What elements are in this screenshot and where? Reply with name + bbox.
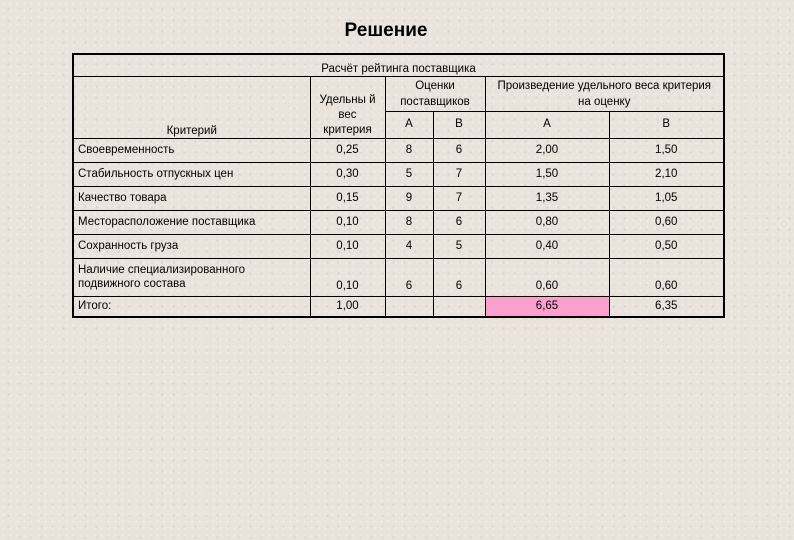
row-product-b: 2,10 <box>609 162 724 186</box>
total-product-a: 6,65 <box>485 296 609 317</box>
row-weight: 0,30 <box>310 162 385 186</box>
row-product-a: 0,60 <box>485 258 609 296</box>
table-row <box>73 162 724 186</box>
row-product-b: 0,60 <box>609 210 724 234</box>
row-score-a: 8 <box>385 210 433 234</box>
header-scores-group: Оценки поставщиков <box>385 76 485 111</box>
header-product-a: А <box>485 111 609 138</box>
row-score-a: 6 <box>385 258 433 296</box>
total-empty-b <box>433 296 485 317</box>
supplier-rating-table <box>72 53 725 318</box>
table-row <box>73 138 724 162</box>
row-criterion: Месторасположение поставщика <box>73 210 310 234</box>
row-weight: 0,10 <box>310 234 385 258</box>
total-row <box>73 296 724 317</box>
header-product-b: В <box>609 111 724 138</box>
table-row <box>73 210 724 234</box>
row-score-b: 7 <box>433 162 485 186</box>
row-criterion: Качество товара <box>73 186 310 210</box>
row-score-b: 6 <box>433 210 485 234</box>
row-product-b: 0,50 <box>609 234 724 258</box>
row-score-b: 6 <box>433 138 485 162</box>
row-score-a: 4 <box>385 234 433 258</box>
header-product-group: Произведение удельного веса критерия на оценку <box>485 76 724 111</box>
table-row <box>73 186 724 210</box>
row-criterion: Сохранность груза <box>73 234 310 258</box>
row-weight: 0,15 <box>310 186 385 210</box>
row-score-b: 5 <box>433 234 485 258</box>
header-supplier-b: В <box>433 111 485 138</box>
row-criterion: Стабильность отпускных цен <box>73 162 310 186</box>
row-score-b: 7 <box>433 186 485 210</box>
total-weight: 1,00 <box>310 296 385 317</box>
row-product-a: 2,00 <box>485 138 609 162</box>
row-score-b: 6 <box>433 258 485 296</box>
total-product-b: 6,35 <box>609 296 724 317</box>
row-weight: 0,25 <box>310 138 385 162</box>
row-product-a: 0,80 <box>485 210 609 234</box>
row-weight: 0,10 <box>310 210 385 234</box>
header-supplier-a: А <box>385 111 433 138</box>
row-weight: 0,10 <box>310 258 385 296</box>
row-criterion: Наличие специализированного подвижного состава <box>73 258 310 296</box>
header-weight: Удельны й вес критерия <box>310 76 385 138</box>
row-product-a: 1,35 <box>485 186 609 210</box>
row-product-a: 0,40 <box>485 234 609 258</box>
table-row <box>73 234 724 258</box>
row-criterion: Своевременность <box>73 138 310 162</box>
total-empty-a <box>385 296 433 317</box>
page-title: Решение <box>344 20 428 41</box>
table-row <box>73 258 724 296</box>
total-label: Итого: <box>73 296 310 317</box>
row-product-b: 0,60 <box>609 258 724 296</box>
row-score-a: 5 <box>385 162 433 186</box>
header-criterion: Критерий <box>73 76 310 138</box>
row-score-a: 8 <box>385 138 433 162</box>
row-product-b: 1,50 <box>609 138 724 162</box>
row-score-a: 9 <box>385 186 433 210</box>
table-caption: Расчёт рейтинга поставщика <box>73 54 724 76</box>
row-product-b: 1,05 <box>609 186 724 210</box>
row-product-a: 1,50 <box>485 162 609 186</box>
